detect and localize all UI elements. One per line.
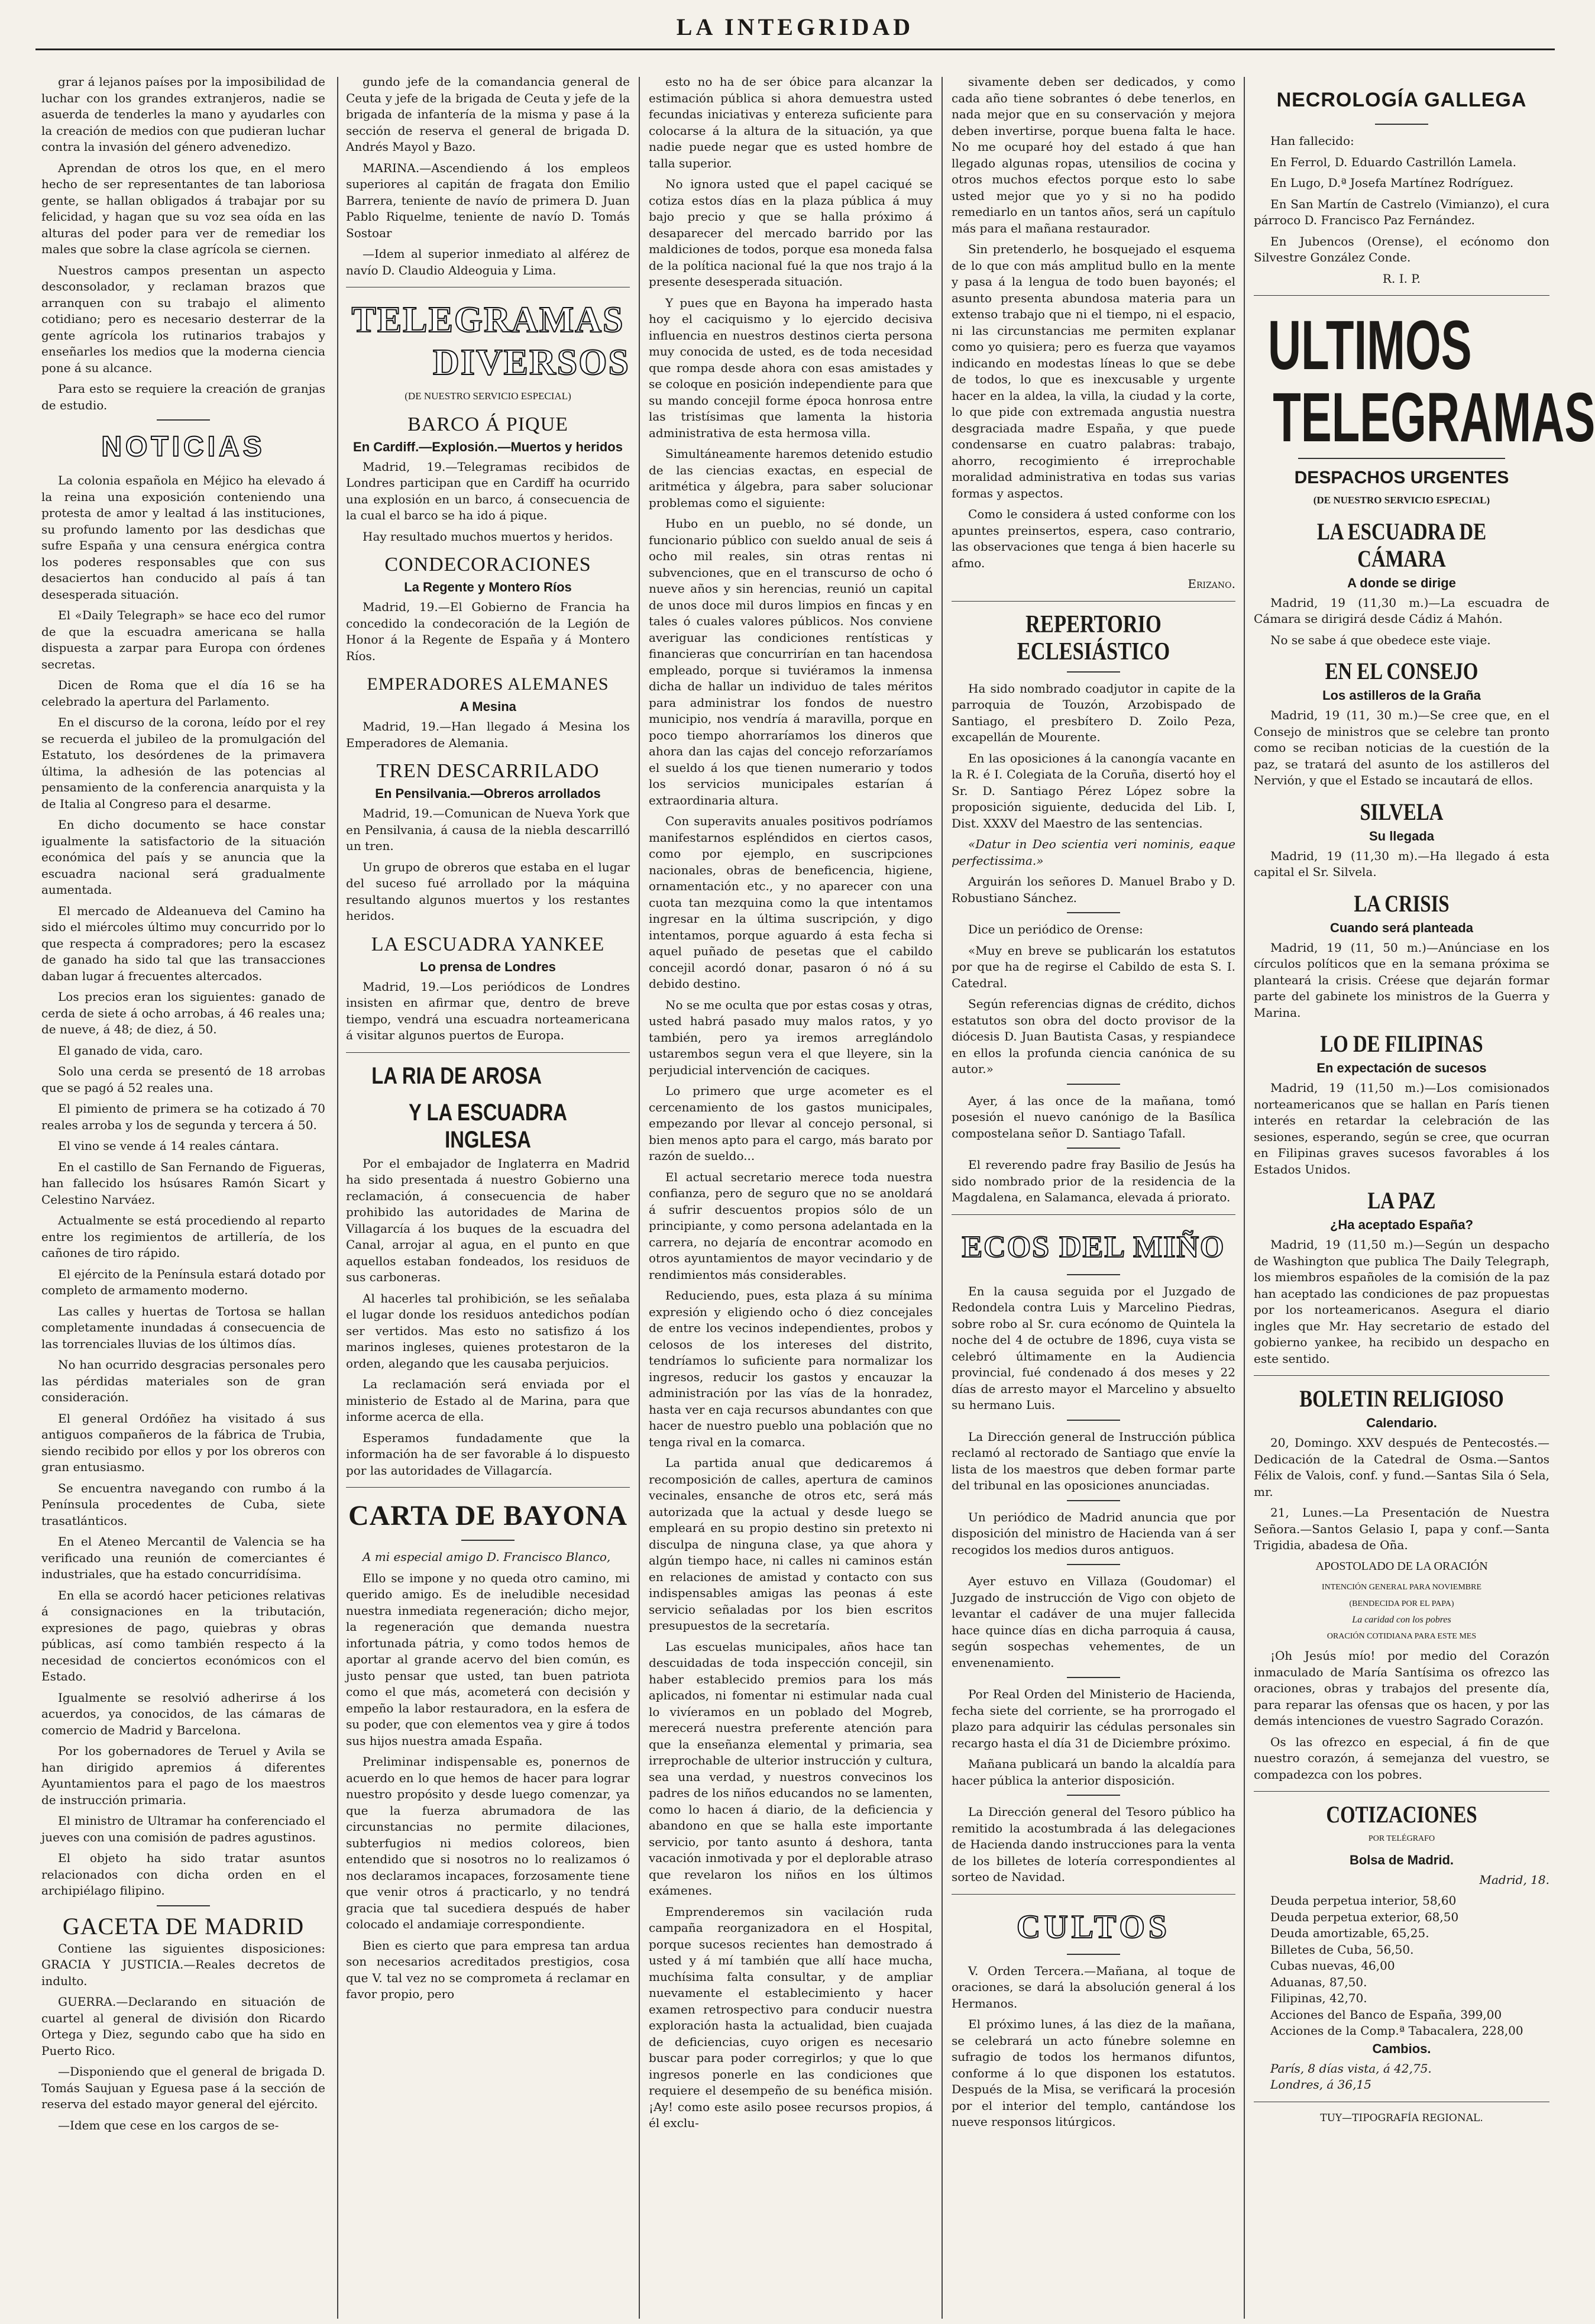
rule <box>952 601 1235 602</box>
obituary-line: En Lugo, D.ª Josefa Martínez Rodríguez. <box>1270 176 1514 190</box>
section-heading: EN EL CONSEJO <box>1325 658 1478 684</box>
article-paragraph: Por el embajador de Inglaterra en Madrid ha sido presentada á nuestro Gobierno una reclamación, á consecuencia de haber prohibido las autoridades de Marina de Villagarcía á los buques de la escuadra del Canal, arrojar al agua, en el punto en que aquellos estaban fondeados, los residuos de sus carboneras. <box>346 1156 630 1284</box>
news-item: En ella se acordó hacer peticiones relativas á consignaciones en la tributación, expresiones de pago, quiebras y obras públicas, así como también respecto á la necesidad de conciertos económicos con el Estado. <box>41 1588 325 1683</box>
rule <box>952 1894 1235 1895</box>
section-subheading: ¿Ha aceptado España? <box>1329 1217 1474 1232</box>
article-paragraph: grar á lejanos países por la imposibilidad de luchar con los grandes extranjeros, nadie se asuerda de tenderles la mano y ayudarles con la creación de medios con que pudieran luchar contra la invasión del género advenedizo. <box>41 75 325 154</box>
news-item: Los precios eran los siguientes: ganado de cerda de siete á ocho arrobas, á 46 reales una; de nueve, á 48; de diez, á 50. <box>41 990 325 1036</box>
calendar-label: Calendario. <box>1366 1415 1437 1430</box>
telegram-text: Madrid, 19 (11, 30 m.)—Se cree que, en el Consejo de ministros que se celebre tan pronto como se reciban noticias de la cuestión de la paz, se tratará del asunto de los astilleros del Nervión, y que el Estado se incautará de ellos. <box>1254 708 1549 787</box>
obituary-line: En Ferrol, D. Eduardo Castrillón Lamela. <box>1270 154 1516 169</box>
article-paragraph: Las escuelas municipales, años hace tan descuidadas de toda inspección concejil, sin haber establecido premios para los más aplicados, ni fomentar ni estimular nada cual lo vivíeramos en un poblado del Mogreb, merecerá nuestra preferente atención para que la enseñanza elemental y primaria, sea irreprochable de ulterior instrucción y cultura, sea una verdad, y nuestros convecinos los padres de los niños educandos no se lamenten, como lo hacen á diario, de la deficiencia y abandono en que se halla este importante servicio, por tanto asunto á deshora, tanta vacación inmotivada y por el deplorable atraso que revelaron los niños en los últimos exámenes. <box>649 1639 933 1898</box>
telegram-text: Madrid, 19 (11,30 m).—Ha llegado á esta capital el Sr. Silvela. <box>1254 848 1549 879</box>
column-divider <box>1244 77 1245 2319</box>
article-paragraph: Arguirán los señores D. Manuel Brabo y D. Robustiano Sánchez. <box>952 874 1235 905</box>
separator <box>1375 124 1428 125</box>
letter-salutation: A mi especial amigo D. Francisco Blanco, <box>363 1550 611 1564</box>
column-5 <box>1254 74 1595 2322</box>
telegramas-heading: TELEGRAMAS <box>351 300 625 340</box>
news-item: Dicen de Roma que el día 16 se ha celebrado la apertura del Parlamento. <box>41 678 325 709</box>
separator <box>157 419 210 421</box>
calendar-entry: 21, Lunes.—La Presentación de Nuestra Señora.—Santos Gelasio I, papa y conf.—Santa Trigidia, abadesa de Oña. <box>1254 1505 1549 1552</box>
obituary-line: Han fallecido: <box>1270 134 1354 148</box>
article-paragraph: Lo primero que urge acometer es el cercenamiento de los gastos municipales, empezando por llevar al concejo personal, si bien menos apto para el cargo, más barato por razón de sueldo... <box>649 1084 933 1163</box>
printer-imprint: TUY—TIPOGRAFÍA REGIONAL. <box>1320 2112 1483 2124</box>
section-heading: BARCO Á PIQUE <box>407 413 568 435</box>
article-paragraph: En la causa seguida por el Juzgado de Redondela contra Luis y Marcelino Piedras, sobre robo al Sr. cura ecónomo de Quintela la noche del 4 de octubre de 1896, cuya vista se celebró últimamente en la Audiencia provincial, fué condenado á dos meses y 22 días de arresto mayor el Marcelino y absuelto su hermano Luis. <box>952 1284 1235 1412</box>
quote-line: Aduanas, 87,50. <box>1270 1974 1367 1989</box>
separator <box>1067 1954 1120 1955</box>
section-heading: LA PAZ <box>1367 1187 1436 1214</box>
diversos-heading: DIVERSOS <box>433 342 630 383</box>
article-paragraph: El actual secretario merece toda nuestra confianza, pero de seguro que no se anoldará á sufrir descuentos propios sólo de un principiante, y como persona adelantada en la carrera, no dejaría de encontrar acomodo en otros ayuntamientos de mayor vecindario y de rendimientos más considerables. <box>649 1169 933 1282</box>
ecos-heading: ECOS DEL MIÑO <box>962 1230 1225 1264</box>
article-paragraph: Ha sido nombrado coadjutor in capite de la parroquia de Touzón, Arzobispado de Santiago, el presbítero D. Zoilo Peza, excapellán de Mourente. <box>952 681 1235 744</box>
telegram-text: Madrid, 19.—Comunican de Nueva York que en Pensilvania, á causa de la niebla descarrilló un tren. <box>346 806 630 853</box>
telegram-text: Madrid, 19 (11,50 m.)—Los comisionados norteamericanos que se hallan en París tienen interés en retardar la celebración de las sesiones, esperando, según se cree, que ocurran en Filipinas graves sucesos favorables á los Estados Unidos. <box>1254 1081 1549 1176</box>
article-paragraph: Aprendan de otros los que, en el mero hecho de ser representantes de tan laboriosa gente, se hallan obligados á trabajar por su felicidad, y hagan que su voz sea oída en las alturas del poder para ver de remediar los males que sobre la clase agrícola se ciernen. <box>41 160 325 256</box>
prayer-text: ¡Oh Jesús mío! por medio del Corazón inmaculado de María Santísima os ofrezco las oraciones, obras y trabajos del presente día, para reparar las ofensas que os hacen, y por las demás intenciones de vuestro Sagrado Corazón. <box>1254 1649 1549 1728</box>
article-paragraph: sivamente deben ser dedicados, y como cada año tiene sobrantes ó debe tenerlos, en nada mejor que en su conservación y mejora deben invertirse, porque buena falta le hace. No me ocuparé hoy del estado á que han llegado algunas ropas, utensilios de cocina y otros muchos efectos porque esto lo sabe usted mejor que yo y si no ha podido remediarlo en un tantos años, será un capítulo más para el mañana restaurador. <box>952 75 1235 235</box>
article-paragraph: Contiene las siguientes disposiciones: GRACIA Y JUSTICIA.—Reales decretos de indulto. <box>41 1941 325 1988</box>
telegram-text: Madrid, 19 (11, 50 m.)—Anúnciase en los círculos políticos que en la semana próxima se planteará la crisis. Créese que dejarán formar parte del gabinete los ministros de la Guerra y Marina. <box>1254 940 1549 1020</box>
article-paragraph: Preliminar indispensable es, ponernos de acuerdo en lo que hemos de hacer para lograr nuestro propósito y desde luego comenzar, ya que la fuerza abrumadora de las circunstancias no permite dilaciones, subterfugios ni medios coloreos, bien entendido que si nosotros no lo realizamos ó nos declaramos incapaces, forzosamente tiene que venir otros á practicarlo, y no tendrá gracia que tal sucediera después de haber colocado el andamiaje correspondiente. <box>346 1754 630 1931</box>
article-paragraph: Y pues que en Bayona ha imperado hasta hoy el caciquismo y lo ejercido decisiva influencia en nuestros destinos cierta persona muy conocida de usted, es de toda necesidad que rompa desde ahora con esas amistades y se coloque en posición independiente para que su mando concejil forme época honrosa entre las tristísimas que lamenta la historia administrativa de esta hermosa villa. <box>649 295 933 440</box>
article-paragraph: Según referencias dignas de crédito, dichos estatutos son obra del docto provisor de la diócesis D. Juan Bautista Casas, y respiandece en ellos la profunda ciencia canónica de su autor.» <box>952 997 1235 1076</box>
rule <box>346 1487 630 1488</box>
article-paragraph: La Dirección general del Tesoro público ha remitido la acostumbrada á las delegaciones de Hacienda dando instrucciones para la venta de los billetes de lotería correspondientes al sorteo de Navidad. <box>952 1805 1235 1884</box>
column-2 <box>346 74 630 2322</box>
article-paragraph: Simultáneamente haremos detenido estudio de las ciencias exactas, en especial de aritmética y álgebra, para saber solucionar problemas como el siguiente: <box>649 447 933 510</box>
article-paragraph: Reduciendo, pues, esta plaza á su mínima expresión y eligiendo ocho ó diez concejales de entre los vecinos independientes, probos y celosos de los intereses del distrito, tendríamos lo suficiente para normalizar los ingresos, reducir los gastos y encauzar la administración por las vías de la honradez, hasta ver en caja recursos abundantes con que hacer de nuestro pueblo una población que no tenga rival en la comarca. <box>649 1288 933 1449</box>
quote-line: París, 8 días vista, á 42,75. <box>1270 2061 1432 2076</box>
article-paragraph: Ello se impone y no queda otro camino, mi querido amigo. Es de ineludible necesidad nuestra inmediata regeneración; dicho mejor, la regeneración que demanda nuestra infortunada pátria, y como todos hemos de aportar al grande acervo del bien común, es justo pensar que usted, tan buen patriota como el que más, acometerá con decisión y empeño la labor restauradora, en la esfera de su poder, que con elementos vea y gire á todos sus hijos nuestra amada España. <box>346 1570 630 1748</box>
news-item: El «Daily Telegraph» se hace eco del rumor de que la escuadra americana se halla dispuesta a zarpar para Europa con órdenes secretas. <box>41 608 325 671</box>
quote-line: Acciones de la Comp.ª Tabacalera, 228,00 <box>1270 2024 1523 2038</box>
section-subheading: A Mesina <box>460 699 516 714</box>
despachos-heading: DESPACHOS URGENTES <box>1294 468 1509 487</box>
article-paragraph: Para esto se requiere la creación de granjas de estudio. <box>41 382 325 412</box>
obituary-line: En Jubencos (Orense), el ecónomo don Silvestre González Conde. <box>1254 234 1549 264</box>
cambios-heading: Cambios. <box>1372 2041 1431 2056</box>
section-heading: SILVELA <box>1360 798 1444 825</box>
cotizaciones-heading: COTIZACIONES <box>1326 1801 1477 1828</box>
masthead <box>0 0 1590 77</box>
news-item: El ministro de Ultramar ha conferenciado el jueves con una comisión de padres agustinos. <box>41 1814 325 1844</box>
telegram-text: Madrid, 19.—Han llegado á Mesina los Emperadores de Alemania. <box>346 719 630 750</box>
separator <box>1067 1500 1120 1501</box>
article-paragraph: Al hacerles tal prohibición, se les señalaba el lugar donde los residuos antedichos podían ser vertidos. Mas esto no satisfizo á los marinos ingleses, quienes protestaron de la orden, alegando que les causaba perjuicios. <box>346 1291 630 1371</box>
article-paragraph: «Datur in Deo scientia veri nominis, eaque perfectissima.» <box>952 837 1235 868</box>
gaceta-heading: GACETA DE MADRID <box>62 1912 305 1940</box>
news-item: Se encuentra navegando con rumbo á la Península procedentes de Cuba, siete trasatlánticos. <box>41 1481 325 1528</box>
section-subheading: Lo prensa de Londres <box>420 959 556 974</box>
separator <box>1067 1148 1120 1149</box>
rule <box>346 1052 630 1053</box>
article-paragraph: El próximo lunes, á las diez de la mañana, se celebrará un acto fúnebre solemne en sufragio de todos los hermanos difuntos, conforme á lo que disponen los estatutos. Después de la Misa, se verificará la procesión por el interior del templo, cantándose los nueve responsos litúrgicos. <box>952 2017 1235 2129</box>
section-heading: LA CRISIS <box>1354 890 1450 917</box>
section-subheading: A donde se dirige <box>1347 575 1456 590</box>
repertorio-heading: REPERTORIO ECLESIÁSTICO <box>1017 610 1170 665</box>
quote-line: Billetes de Cuba, 56,50. <box>1270 1942 1414 1957</box>
article-paragraph: «Muy en breve se publicarán los estatutos por que ha de regirse el Cabildo de esta S. I. Catedral. <box>952 943 1235 990</box>
article-paragraph: Emprenderemos sin vacilación ruda campaña reorganizadora en el Hospital, porque sucesos recientes han demostrado á usted y á mí también que allí hace mucha, muchísima falta consultar, y de ampliar nuevamente el establecimiento y hacer examen retrospectivo para conducir nuestra exploración hasta la actualidad, bien cuajada de deficiencias, cuyo origen es necesario buscar para poder corregirlos; y que lo que ingresos ponerle en las condiciones que requiere el desempeño de su benéfica misión. ¡Ay! como este asilo posee recursos propios, á él exclu- <box>649 1904 933 2130</box>
quote-line: Deuda perpetua interior, 58,60 <box>1270 1893 1457 1908</box>
separator <box>1067 671 1120 673</box>
separator <box>157 1905 210 1906</box>
service-note: (DE NUESTRO SERVICIO ESPECIAL) <box>405 390 571 402</box>
article-paragraph: Con superavits anuales positivos podríamos manifestarnos espléndidos en ciertos casos, como por ejemplo, en suscripciones nacionales, obras de beneficencia, higiene, ornamentación etc., y no aparecer con una cuota tan mezquina como la que intentamos ingresar en la última suscripción, y digo intentamos, porque aguardo á esta fecha si aquel puñado de pesetas que el cabildo concejil acordó donar, pasaron ó nó á su debido destino. <box>649 814 933 991</box>
article-paragraph: GUERRA.—Declarando en situación de cuartel al general de división don Ricardo Ortega y Diez, segundo cabo que ha sido en Puerto Rico. <box>41 1995 325 2058</box>
section-heading: LA ESCUADRA DE CÁMARA <box>1316 518 1487 572</box>
article-paragraph: Por Real Orden del Ministerio de Hacienda, fecha siete del corriente, se ha prorrogado el plazo para adquirir las cédulas personales sin recargo hasta el día 31 de Diciembre próximo. <box>952 1687 1235 1750</box>
separator <box>1067 1564 1120 1565</box>
telegram-text: Madrid, 19 (11,50 m.)—Según un despacho de Washington que publica The Daily Telegraph, los miembros españoles de la comisión de la paz han aceptado las condiciones de paz propuestas por los norteamericanos. Asegura el diario ingles que Mr. Hay secretario de estado del gobierno yankee, ha recibido un despacho en este sentido. <box>1254 1237 1549 1366</box>
article-paragraph: No ignora usted que el papel caciqué se cotiza estos días en la plaza pública á muy bajo precio y que se halla próximo á desaparecer del mercado barrido por las maldiciones de todos, porque esa moneda falsa de la política nacional fué la que nos trajo á la presente desesperada situación. <box>649 177 933 289</box>
article-paragraph: Hubo en un pueblo, no sé donde, un funcionario público con sueldo anual de seis á ocho mil reales, sin otras rentas ni subvenciones, que en el transcurso de ocho ó nueve años y sin herencias, reunió un capital de unos doce mil duros limpios en fincas y en tales ó cuales valores públicos. Nos conviene averiguar las condiciones rentísticas y financieras que concurrirían en tan hacendosa empleado, porque si tuviéramos la inmensa dicha de hallar un individuo de tales méritos para administrar los fondos de nuestro municipio, nos vendría á maravilla, porque en poco tiempo ahorraríamos los dineros que ahora dan las cajas del concejo reforzaríamos el sueldo á los que tienen numerario y todos los servicios municipales estarían á extraordinaria altura. <box>649 516 933 807</box>
service-note: (DE NUESTRO SERVICIO ESPECIAL) <box>1313 494 1490 506</box>
section-subheading: En Pensilvania.—Obreros arrollados <box>375 786 601 801</box>
quote-line: Deuda amortizable, 65,25. <box>1270 1926 1429 1940</box>
rule <box>1254 295 1549 296</box>
separator <box>1067 1274 1120 1275</box>
column-1 <box>41 74 325 2322</box>
news-item: Igualmente se resolvió adherirse á los acuerdos, ya conocidos, de las cámaras de comercio de Madrid y Barcelona. <box>41 1690 325 1737</box>
column-3 <box>649 74 933 2322</box>
telegram-text: Madrid, 19.—El Gobierno de Francia ha concedido la condecoración de la Legión de Honor á la Regente de España y á Montero Ríos. <box>346 600 630 663</box>
separator <box>1067 1420 1120 1421</box>
telegramas-heading-right: TELEGRAMAS <box>1273 379 1595 457</box>
news-item: Las calles y huertas de Tortosa se hallan completamente inundadas á consecuencia de las torrenciales lluvias de los últimos días. <box>41 1304 325 1351</box>
news-item: El general Ordóñez ha visitado á sus antiguos compañeros de la fábrica de Trubia, siendo recibido por ellos y por los obreros con gran entusiasmo. <box>41 1411 325 1474</box>
telegram-text: Madrid, 19.—Telegramas recibidos de Londres participan que en Cardiff ha ocurrido una explosión en un barco, á consecuencia de la cual el barco se ha ido á pique. <box>346 459 630 522</box>
article-paragraph: esto no ha de ser óbice para alcanzar la estimación pública si ahora demuestra usted fecundas iniciativas y entereza suficiente para colocarse á la altura de la situación, ya que nadie puede negar que es usted hombre de talla superior. <box>649 75 933 170</box>
section-subheading: En expectación de sucesos <box>1316 1061 1487 1075</box>
separator <box>1067 1795 1120 1796</box>
apostolado-heading: APOSTOLADO DE LA ORACIÓN <box>1315 1559 1488 1573</box>
boletin-heading: BOLETIN RELIGIOSO <box>1299 1385 1504 1412</box>
quote-line: Filipinas, 42,70. <box>1270 1991 1367 2005</box>
rule <box>952 1214 1235 1215</box>
news-item: En el castillo de San Fernando de Figueras, han fallecido los hsúsares Ramón Sicart y Celestino Narváez. <box>41 1159 325 1207</box>
article-paragraph: Como le considera á usted conforme con los apuntes preinsertos, espera, caso contrario, las observaciones que tenga á bien hacerle su afmo. <box>952 507 1235 570</box>
column-divider <box>942 77 943 2319</box>
column-divider <box>337 77 338 2319</box>
news-item: El ganado de vida, caro. <box>58 1043 203 1058</box>
ultimos-heading: ULTIMOS <box>1267 306 1472 384</box>
article-paragraph: MARINA.—Ascendiendo á los empleos superiores al capitán de fragata don Emilio Barrera, teniente de navío de primera D. Juan Pablo Riquelme, teniente de navío D. Tomás Sostoar <box>346 160 630 240</box>
telegram-text: Un grupo de obreros que estaba en el lugar del suceso fué arrollado por la máquina resultando algunos muertos y los restantes heridos. <box>346 859 630 923</box>
prayer-text: Os las ofrezco en especial, á fin de que nuestro corazón, á semejanza del vuestro, se compadezca con los pobres. <box>1254 1734 1549 1782</box>
section-heading: LA ESCUADRA YANKEE <box>371 933 605 955</box>
apostolado-sub: INTENCIÓN GENERAL PARA NOVIEMBRE <box>1321 1583 1482 1592</box>
news-item: El ejército de la Península estará dotado por completo de armamento moderno. <box>41 1266 325 1297</box>
obituary-line: En San Martín de Castrelo (Vimianzo), el cura párroco D. Francisco Paz Fernández. <box>1254 196 1549 227</box>
separator <box>1067 912 1120 913</box>
section-subheading: La Regente y Montero Ríos <box>404 580 572 594</box>
masthead-rule <box>35 49 1555 50</box>
separator <box>1298 458 1505 459</box>
article-paragraph: En las oposiciones á la canongía vacante en la R. é I. Colegiata de la Coruña, disertó hoy el Sr. D. Santiago Pérez López sobre la proposición siguiente, deducida del Lib. I, Dist. XXXV del Maestro de las sentencias. <box>952 751 1235 830</box>
article-paragraph: La reclamación será enviada por el ministerio de Estado al de Marina, para que informe acerca de ella. <box>346 1377 630 1424</box>
news-item: Por los gobernadores de Teruel y Avila se han dirigido apremios á diferentes Ayuntamientos para el pago de los maestros de instrucción primaria. <box>41 1744 325 1807</box>
separator <box>1067 1677 1120 1678</box>
news-item: Actualmente se está procediendo al reparto entre los regimientos de artillería, de los cañones de tiro rápido. <box>41 1213 325 1260</box>
ria-heading: LA RIA DE AROSA <box>371 1062 542 1089</box>
news-item: El objeto ha sido tratar asuntos relacionados con dicha orden en el archipiélago filipino. <box>41 1851 325 1898</box>
news-item: El pimiento de primera se ha cotizado á 70 reales arroba y los de segunda y tercera á 50. <box>41 1101 325 1132</box>
article-paragraph: La Dirección general de Instrucción pública reclamó al rectorado de Santiago que envíe la lista de los maestros que deben formar parte del tribunal en las oposiciones anunciadas. <box>952 1429 1235 1492</box>
necrologia-heading: NECROLOGÍA GALLEGA <box>1276 89 1527 111</box>
cultos-heading: CULTOS <box>1016 1908 1171 1945</box>
obituary-rip: R. I. P. <box>1382 271 1421 286</box>
section-heading: TREN DESCARRILADO <box>376 760 600 782</box>
telegram-text: Hay resultado muchos muertos y heridos. <box>363 529 613 544</box>
news-item: El vino se vende á 14 reales cántara. <box>58 1139 279 1153</box>
cotizaciones-source: POR TELÉGRAFO <box>1368 1834 1435 1843</box>
news-item: En el discurso de la corona, leído por el rey se recuerda el jubileo de la promulgación del Estatuto, los desórdenes de la primavera última, la adhesión de las potencias al pensamiento de la conferencia anarquista y la de Italia al Congreso para el desarme. <box>41 715 325 811</box>
section-heading: CONDECORACIONES <box>384 554 591 576</box>
carta-heading: CARTA DE BAYONA <box>348 1500 628 1531</box>
quote-line: Acciones del Banco de España, 399,00 <box>1270 2007 1502 2022</box>
section-subheading: Cuando será planteada <box>1329 920 1474 935</box>
column-4 <box>952 74 1235 2322</box>
article-paragraph: Bien es cierto que para empresa tan ardua son necesarios acreditados prestigios, cosa que V. tal vez no se comprometa á reclamar en favor propio, pero <box>346 1938 630 2001</box>
article-paragraph: Un periódico de Madrid anuncia que por disposición del ministro de Hacienda van á ser recogidos los medios duros antiguos. <box>952 1510 1235 1557</box>
apostolado-sub: (BENDECIDA POR EL PAPA) <box>1349 1599 1454 1608</box>
telegram-text: Madrid, 19 (11,30 m.)—La escuadra de Cámara se dirigirá desde Cádiz á Mahón. <box>1254 595 1549 626</box>
article-paragraph: Sin pretenderlo, he bosquejado el esquema de lo que con más amplitud bullo en la mente y pasa á la lengua de todo buen bayonés; el asunto presenta abundosa materia para un extenso trabajo que ni el tiempo, ni el espacio, ni las circunstancias me permiten explanar como yo quisiera; pero es fuerza que vayamos indicando en modestas líneas lo que se debe de todos, lo que es inexcusable y urgente hacer en la aldea, la villa, la ciudad y la corte, lo que pide con extremada angustia nuestra desgraciada madre España, y que puede condensarse en cuatro palabras: trabajo, ahorro, recogimiento é irreprochable moralidad administrativa en todas sus varias formas y aspectos. <box>952 242 1235 500</box>
apostolado-sub: ORACIÓN COTIDIANA PARA ESTE MES <box>1327 1631 1477 1641</box>
section-heading: LO DE FILIPINAS <box>1320 1030 1483 1057</box>
article-paragraph: —Disponiendo que el general de brigada D. Tomás Saujuan y Eguesa pase á la sección de reserva del estado mayor general del ejército. <box>41 2064 325 2111</box>
news-item: No han ocurrido desgracias personales pero las pérdidas materiales son de gran consideración. <box>41 1357 325 1404</box>
news-item: Solo una cerda se presentó de 18 arrobas que se pagó á 52 reales una. <box>41 1064 325 1095</box>
column-divider <box>639 77 640 2319</box>
news-item: En dicho documento se hace constar igualmente la satisfactorio de la situación económica del país y se anuncia que la escuadra nacional será gradualmente aumentada. <box>41 817 325 897</box>
article-paragraph: —Idem que cese en los cargos de se- <box>58 2118 279 2132</box>
quote-date: Madrid, 18. <box>1479 1872 1549 1887</box>
section-subheading: Su llegada <box>1368 828 1435 843</box>
article-paragraph: No se me oculta que por estas cosas y otras, usted habrá pasado muy malos ratos, y yo también, pero ya iremos arreglándolo ustarembos segun vera el que lleyere, sin la perjudicial intervención de caciques. <box>649 997 933 1077</box>
bolsa-heading: Bolsa de Madrid. <box>1349 1852 1454 1867</box>
noticias-heading-logo <box>95 429 272 464</box>
section-subheading: En Cardiff.—Explosión.—Muertos y heridos <box>353 439 623 454</box>
article-paragraph: Esperamos fundadamente que la información ha de ser favorable á lo dispuesto por las autoridades de Villagarcía. <box>346 1430 630 1478</box>
telegram-text: Madrid, 19.—Los periódicos de Londres insisten en afirmar que, dentro de breve tiempo, vendrá una escuadra norteamericana á visitar algunos puertos de Europa. <box>346 979 630 1042</box>
article-paragraph: —Idem al superior inmediato al alférez de navío D. Claudio Aldeoguia y Lima. <box>346 247 630 277</box>
rule <box>1254 1791 1549 1792</box>
news-item: En el Ateneo Mercantil de Valencia se ha verificado una reunión de comerciantes é industriales, que ha estado concurridísima. <box>41 1534 325 1581</box>
apostolado-sub: La caridad con los pobres <box>1352 1615 1451 1625</box>
quote-line: Cubas nuevas, 46,00 <box>1270 1958 1395 1973</box>
article-paragraph: Mañana publicará un bando la alcaldía para hacer pública la anterior disposición. <box>952 1757 1235 1788</box>
article-paragraph: La partida anual que dedicaremos á recomposición de calles, apertura de caminos vecinales, ensanche de otros etc, será más autorizada que la actual y desde luego se empleará en su propio destino sin pretexto ni disculpa de ninguna clase, ya que ahora y algún tiempo hace, ni calles ni caminos están en relaciones de amistad y contacto con sus indispensables amigas las peonas á este servicio señaladas por los bien escritos presupuestos de la secretaría. <box>649 1456 933 1633</box>
article-paragraph: El reverendo padre fray Basilio de Jesús ha sido nombrado prior de la residencia de la Magdalena, en Salamanca, elevada á priorato. <box>952 1158 1235 1204</box>
section-heading: EMPERADORES ALEMANES <box>367 674 609 694</box>
rule <box>1254 1375 1549 1376</box>
article-paragraph: Nuestros campos presentan un aspecto desconsolador, y reclaman brazos que arranquen con su trabajo el alimento cotidiano; pero es necesario desterrar de la gente agrícola los rutinarios trabajos y enseñarles los medios que la moderna ciencia pone á su alcance. <box>41 263 325 375</box>
article-paragraph: V. Orden Tercera.—Mañana, al toque de oraciones, se dará la absolución general á los Hermanos. <box>952 1963 1235 2011</box>
news-item: La colonia española en Méjico ha elevado á la reina una exposición conteniendo una protesta de amor y lealtad á las instituciones, su profundo lamento por las desdichas que sufre España y una censura enérgica contra los poderes responsables que con sus desaciertos han conducido al país á tan desesperada situación. <box>41 473 325 602</box>
telegram-text: No se sabe á que obedece este viaje. <box>1270 632 1491 647</box>
signature: Erizano. <box>1188 577 1235 591</box>
calendar-entry: 20, Domingo. XXV después de Pentecostés.—Dedicación de la Catedral de Osma.—Santos Félix de Valois, conf. y fund.—Santas Sila ó Sela, mr. <box>1254 1436 1549 1499</box>
section-subheading: Los astilleros de la Graña <box>1322 688 1481 703</box>
article-paragraph: Dice un periódico de Orense: <box>968 922 1143 936</box>
news-item: El mercado de Aldeanueva del Camino ha sido el miércoles último muy concurrido por lo que respecta á compradores; pero la escasez de ganado ha sido tal que las transacciones daban lugar á frecuentes altercados. <box>41 903 325 983</box>
article-paragraph: Ayer estuvo en Villaza (Goudomar) el Juzgado de instrucción de Vigo con objeto de levantar el cadáver de una mujer fallecida hace quince días en dicha parroquia á causa, según sospechas vehementes, de un envenenamiento. <box>952 1574 1235 1670</box>
ria-heading-2: Y LA ESCUADRA INGLESA <box>409 1099 567 1153</box>
separator <box>461 1540 515 1541</box>
quote-line: Deuda perpetua exterior, 68,50 <box>1270 1909 1459 1924</box>
article-paragraph: gundo jefe de la comandancia general de Ceuta y jefe de la brigada de Ceuta y jefe de la brigada de infantería de la misma y pase á la sección de reserva el general de brigada D. Andrés Mayol y Bazo. <box>346 75 630 154</box>
newspaper-title: LA INTEGRIDAD <box>676 14 914 40</box>
article-paragraph: Ayer, á las once de la mañana, tomó posesión el nuevo canónigo de la Basílica compostelana señor D. Santiago Tafall. <box>952 1093 1235 1140</box>
quote-line: Londres, á 36,15 <box>1270 2077 1371 2092</box>
noticias-heading: NOTICIAS <box>101 431 266 463</box>
separator <box>1067 1084 1120 1085</box>
